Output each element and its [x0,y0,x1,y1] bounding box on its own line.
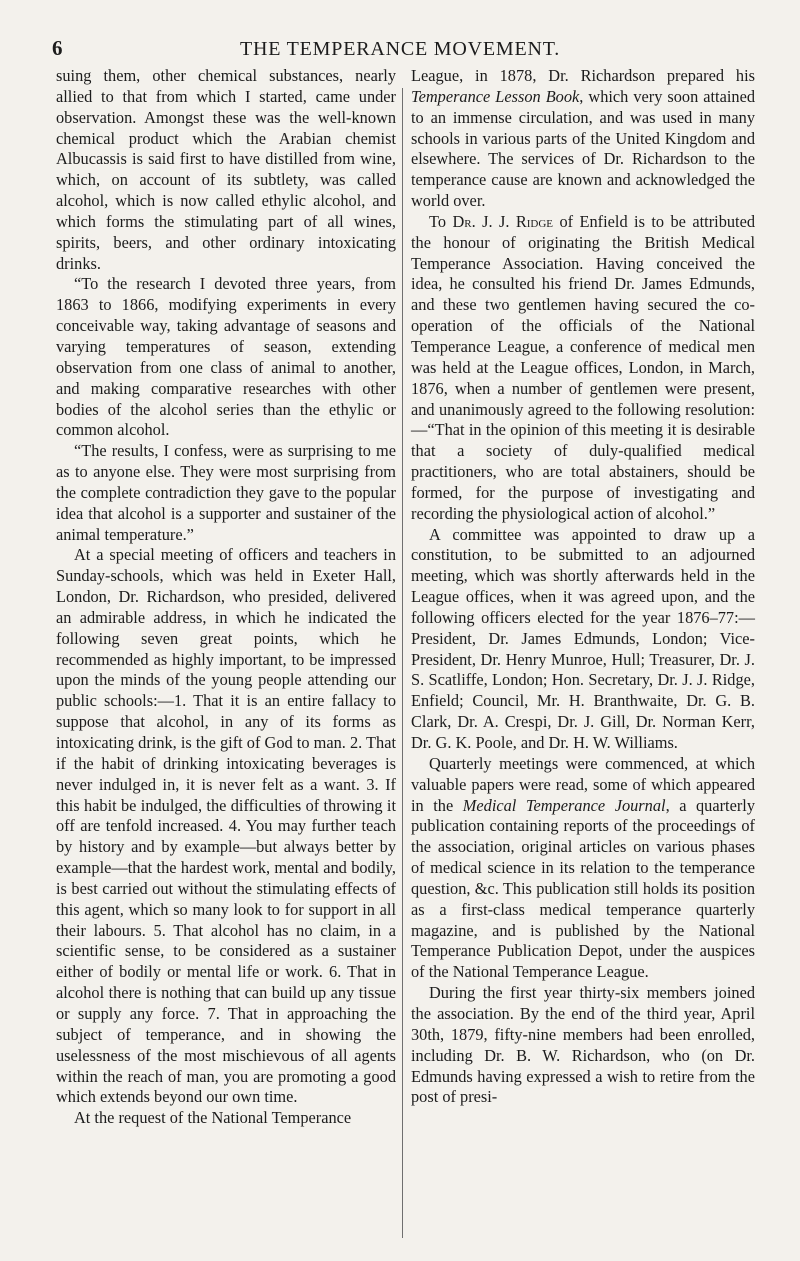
paragraph-research-years: “To the research I devoted three years, from 1863 to 1866, modifying experiments in every conceivable way, taking advantage of seasons and varying temperatures of season, extending observation from one class of animal to another, and making comparative researches with other bodies of the alcohol series than the ethylic or common alcohol. [56,274,396,440]
right-column [411,66,755,1108]
paragraph-seven-points: At a special meeting of officers and teachers in Sunday-schools, which was held in Exeter Hall, London, Dr. Richardson, who presided, delivered an admirable address, in which he indicated the following seven great points, which he recommended as highly important, to be impressed upon the minds of the young people attending our public schools:—1. That it is an entire fallacy to suppose that alcohol, in any of its forms as intoxicating drink, is the gift of God to man. 2. That if the habit of drinking intoxicating beverages is never indulged in, it is never felt as a want. 3. If this habit be indulged, the difficulties of throwing it off are tenfold increased. 4. You may further teach by history and by example—but always better by example—that the hardest work, mental and bodily, is best carried out without the stimulating effects of this agent, which so many look to for support in all their labours. 5. That alcohol has no claim, in a scientific sense, to be considered as a sustainer either of bodily or mental life or work. 6. That in alcohol there is nothing that can build up any tissue or supply any force. 7. That in approaching the subject of temperance, and in showing the uselessness of the most mischievous of all agents within the reach of man, you are promoting a good which extends beyond our own time. [56,545,396,1107]
paragraph-national-league-request: At the request of the National Temperance [73,1108,352,1128]
page-number: 6 [52,36,63,60]
journal-title: Medical Temperance Journal [462,795,666,815]
paragraph-results: “The results, I confess, were as surprising to me as to anyone else. They were most surprising from the complete contradiction they gave to the popular idea that alcohol is a supporter and sustainer of the animal temperature.” [56,441,396,544]
person-name: Dr. J. J. Ridge [452,211,554,231]
paragraph-committee: A committee was appointed to draw up a constitution, to be submitted to an adjourned meeting, which was shortly afterwards held in the League offices, when it was agreed upon, and the following officers elected for the year 1876–77:—President, Dr. James Edmunds, London; Vice-President, Dr. Henry Munroe, Hull; Treasurer, Dr. J. S. Scatliffe, London; Hon. Secretary, Dr. J. J. Ridge, Enfield; Council, Mr. H. Branthwaite, Dr. G. B. Clark, Dr. A. Crespi, Dr. J. Gill, Dr. Norman Kerr, Dr. G. K. Poole, and Dr. H. W. Williams. [411,524,755,752]
paragraph-research-intro: suing them, other chemical substances, nearly allied to that from which I started, came under observation. Amongst these was the well-known chemical product which the Arabian chemist Albucassis is said first to have distilled from wine, which, on account of its subtlety, was called alcohol, which is now called ethylic alcohol, and which forms the stimulating part of all wines, spirits, beers, and other ordinary intoxicating drinks. [56,66,396,273]
left-column [56,66,396,1129]
paragraph-first-year: During the first year thirty-six members joined the association. By the end of the third year, April 30th, 1879, fifty-nine members had been enrolled, including Dr. B. W. Richardson, who (on Dr. Edmunds having expressed a wish to retire from the post of presi- [411,983,755,1107]
paragraph-quarterly-meetings: Quarterly meetings were commenced, at which valuable papers were read, some of which appeared in the Medical Temperance Journal, a quarterly publication containing reports of the proceedings of the association, original articles on various phases of medical science in its relation to the temperance question, &c. This publication still holds its position as a first-class medical temperance quarterly magazine, and is published by the National Temperance Publication Depot, under the auspices of the National Temperance League. [411,753,755,982]
running-head: THE TEMPERANCE MOVEMENT. [239,38,561,60]
paragraph-lesson-book: League, in 1878, Dr. Richardson prepared his Temperance Lesson Book, which very soon attained to an immense circulation, and was used in many schools in various parts of the United Kingdom and elsewhere. The services of Dr. Richardson to the temperance cause are known and acknowledged the world over. [411,66,755,211]
book-title: Temperance Lesson Book [411,86,580,106]
paragraph-ridge: To Dr. J. J. Ridge of Enfield is to be attributed the honour of originating the British Medical Temperance Association. Having conceived the idea, he consulted his friend Dr. James Edmunds, and these two gentlemen having secured the co-operation of the officials of the National Temperance League, a conference of medical men was held at the League offices, London, in March, 1876, when a number of gentlemen were present, and unanimously agreed to the following resolution:—“That in the opinion of this meeting it is desirable that a society of duly-qualified medical practitioners, who are total abstainers, should be formed, for the purpose of investigating and recording the physiological action of alcohol.” [411,211,755,523]
column-divider [402,88,403,1238]
page-header [0,36,800,66]
